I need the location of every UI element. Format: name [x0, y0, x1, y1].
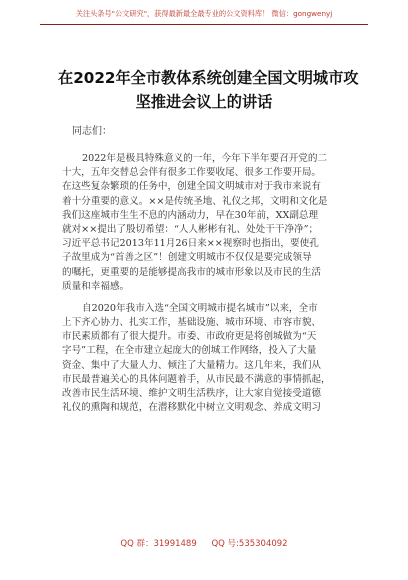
paragraph-1-line: 习近平总书记2013年11月26日来××视察时也指出，要使孔 — [62, 238, 319, 250]
salutation: 同志们： — [72, 126, 112, 137]
paragraph-2-line: 资金、集中了大量人力、倾注了大量精力。这几年来，我们从 — [62, 359, 322, 371]
header-divider — [40, 24, 368, 25]
paragraph-1-line: 的嘱托，更重要的是能够提高我市的城市形象以及市民的生活 — [62, 266, 322, 278]
footer-qq: QQ 号:535304092 — [211, 539, 288, 549]
paragraph-1-line: 十大，五年交替总会伴有很多工作要收尾、很多工作要开局。 — [62, 167, 322, 179]
title-line-1: 在2022年全市教体系统创建全国文明城市攻 — [58, 69, 359, 87]
title-line-2: 坚推进会议上的讲话 — [135, 93, 273, 111]
document-title — [58, 66, 359, 114]
paragraph-1-line: 子故里成为“首善之区”！创建文明城市不仅仅是要完成领导 — [62, 252, 312, 264]
paragraph-2-line: 改善市民生活环境、维护文明生活秩序，让大家自觉接受道德 — [62, 388, 322, 399]
paragraph-1-line: 质量和幸福感。 — [62, 280, 130, 292]
footer — [0, 537, 408, 549]
paragraph-1-line: 在这些复杂繁琐的任务中，创建全国文明城市对于我市来说有 — [62, 181, 322, 193]
footer-qq-group: QQ 群：31991489 — [120, 539, 197, 549]
paragraph-2-line: 礼仪的熏陶和规范，在潜移默化中树立文明观念、养成文明习 — [62, 402, 322, 414]
paragraph-2-line: 上下齐心协力、扎实工作，基础设施、城市环境、市容市貌、 — [62, 317, 322, 329]
paragraph-1-line: 2022年是极具特殊意义的一年，今年下半年要召开党的二 — [82, 153, 328, 164]
paragraph-1-line: 着十分重要的意义。××是传统圣地、礼仪之邦，文明和文化是 — [62, 195, 328, 207]
paragraph-1-line: 就对××提出了殷切希望：“人人彬彬有礼、处处干干净净”； — [62, 223, 319, 235]
document-body — [62, 152, 352, 415]
header-banner: 关注头条号"公文研究"，获得最新最全最专业的公文资料库！ 微信：gongwenyj — [75, 9, 333, 18]
paragraph-2-line: 自2020年我市入选“全国文明城市提名城市”以来，全市 — [82, 302, 318, 314]
paragraph-2-line: 市民素质都有了很大提升。市委、市政府更是将创城做为“天 — [62, 331, 317, 343]
paragraph-2-line: 市民最普遍关心的具体问题着手，从市民最不满意的事情抓起， — [62, 373, 331, 385]
paragraph-1-line: 我们这座城市生生不息的内涵动力，早在30年前，XX副总理 — [62, 209, 319, 221]
paragraph-2-line: 字号”工程，在全市建立起庞大的创城工作网络，投入了大量 — [62, 345, 317, 357]
